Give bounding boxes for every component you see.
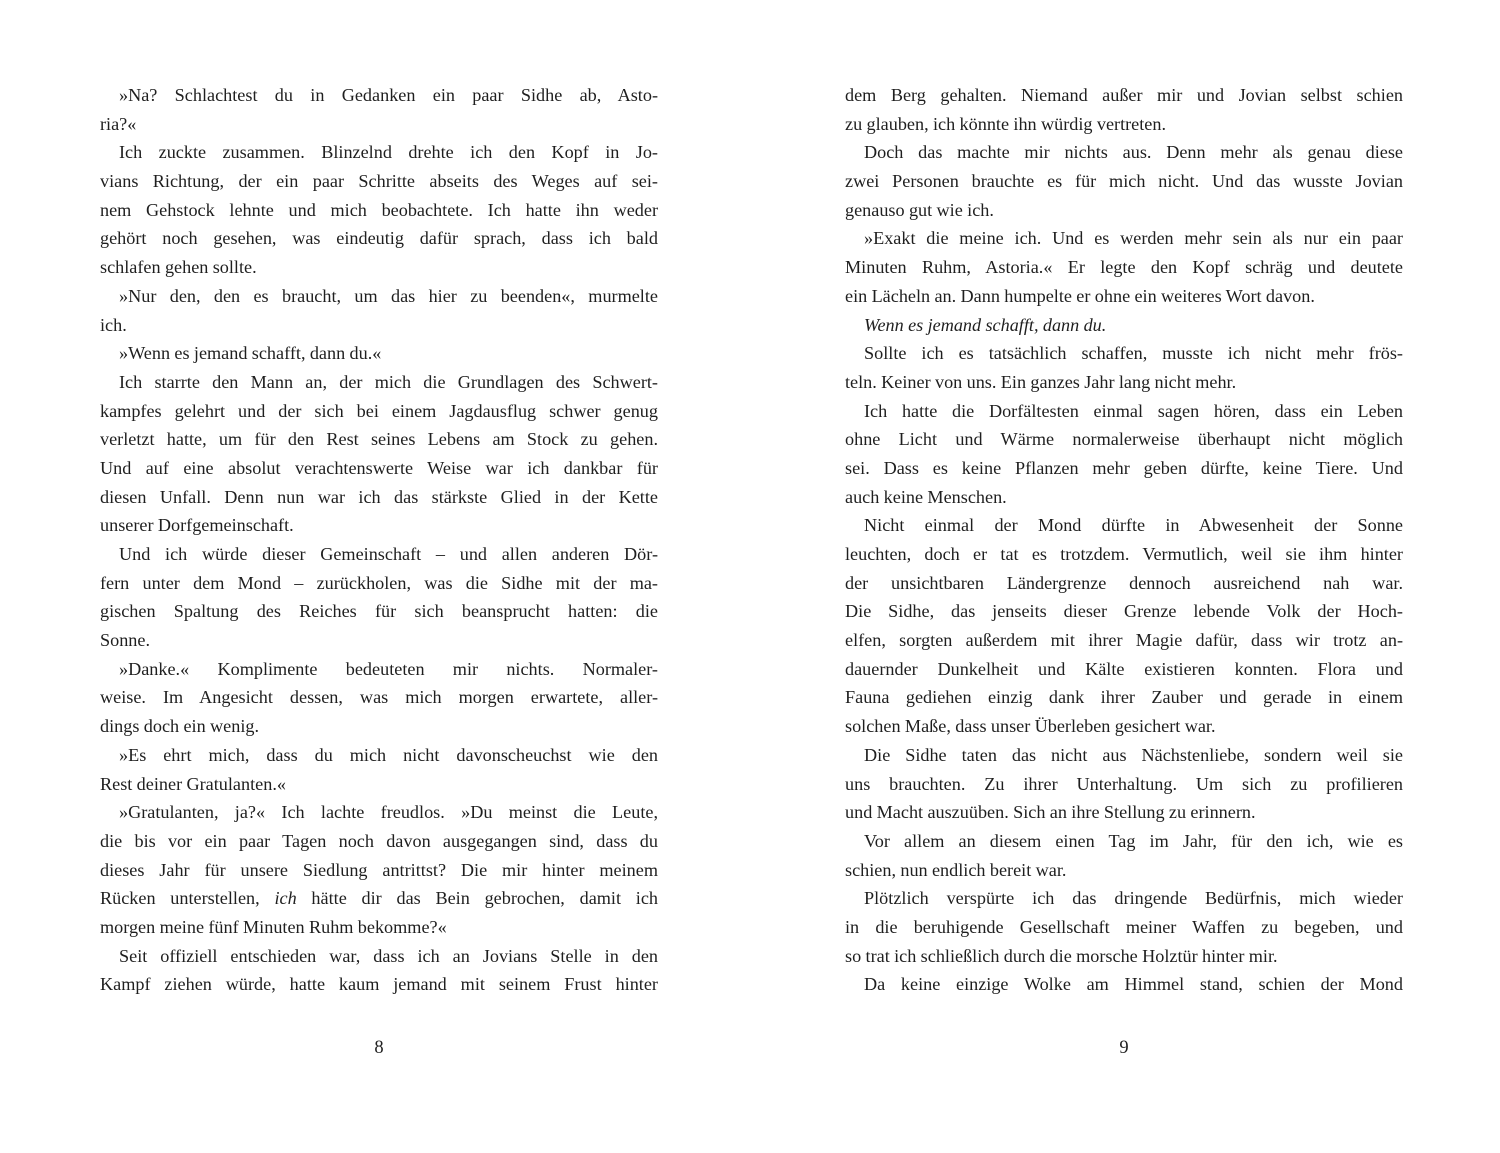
text-segment: Ich hatte die Dorfältesten einmal sagen hören, dass ein Leben bbox=[864, 400, 1403, 421]
text-segment: ein Lächeln an. Dann humpelte er ohne ein weiteres Wort davon. bbox=[845, 285, 1315, 306]
text-line bbox=[100, 942, 658, 971]
text-line bbox=[100, 683, 658, 712]
text-line bbox=[100, 597, 658, 626]
text-line bbox=[845, 196, 1403, 225]
text-line bbox=[845, 282, 1403, 311]
text-segment: weise. Im Angesicht dessen, was mich morgen erwartete, aller- bbox=[100, 687, 658, 708]
text-segment: Kampf ziehen würde, hatte kaum jemand mit seinem Frust hinter bbox=[100, 974, 658, 995]
text-line bbox=[845, 425, 1403, 454]
text-line bbox=[845, 454, 1403, 483]
text-segment: Die Sidhe, das jenseits dieser Grenze lebende Volk der Hoch- bbox=[845, 601, 1403, 622]
text-segment: diesen Unfall. Denn nun war ich das stärkste Glied in der Kette bbox=[100, 486, 658, 507]
right-page-number: 9 bbox=[1119, 1038, 1129, 1058]
text-segment: und Macht auszuüben. Sich an ihre Stellung zu erinnern. bbox=[845, 802, 1256, 823]
text-segment: Und auf eine absolut verachtenswerte Weise war ich dankbar für bbox=[100, 457, 658, 478]
text-segment: ria?« bbox=[100, 113, 137, 134]
text-segment: Seit offiziell entschieden war, dass ich an Jovians Stelle in den bbox=[119, 945, 658, 966]
text-segment: so trat ich schließlich durch die morsche Holztür hinter mir. bbox=[845, 945, 1278, 966]
text-line bbox=[100, 798, 658, 827]
text-line bbox=[100, 913, 658, 942]
text-segment: »Na? Schlachtest du in Gedanken ein paar Sidhe ab, Asto- bbox=[119, 85, 658, 105]
text-line bbox=[845, 913, 1403, 942]
text-segment: »Nur den, den es braucht, um das hier zu beenden«, murmelte bbox=[119, 285, 658, 306]
text-segment: Da keine einzige Wolke am Himmel stand, schien der Mond bbox=[864, 974, 1403, 995]
text-segment: genauso gut wie ich. bbox=[845, 199, 994, 220]
left-page-text bbox=[100, 81, 658, 999]
italic-text: ich bbox=[274, 888, 297, 909]
text-segment: ich. bbox=[100, 314, 127, 335]
text-line bbox=[100, 397, 658, 426]
text-line bbox=[845, 856, 1403, 885]
text-line bbox=[845, 827, 1403, 856]
text-line bbox=[845, 81, 1403, 110]
text-line bbox=[100, 712, 658, 741]
text-segment: Fauna gediehen einzig dank ihrer Zauber und gerade in einem bbox=[845, 687, 1403, 708]
text-line bbox=[100, 138, 658, 167]
text-segment: Doch das machte mir nichts aus. Denn mehr als genau diese bbox=[864, 142, 1403, 163]
right-page-text bbox=[845, 81, 1403, 999]
text-line bbox=[845, 138, 1403, 167]
italic-text: Wenn es jemand schafft, dann du. bbox=[864, 314, 1107, 335]
text-line bbox=[845, 942, 1403, 971]
text-segment: schlafen gehen sollte. bbox=[100, 257, 257, 278]
text-segment: »Danke.« Komplimente bedeuteten mir nichts. Normaler- bbox=[119, 658, 658, 679]
text-segment: Rest deiner Gratulanten.« bbox=[100, 773, 286, 794]
text-segment: teln. Keiner von uns. Ein ganzes Jahr lang nicht mehr. bbox=[845, 371, 1237, 392]
text-segment: Minuten Ruhm, Astoria.« Er legte den Kopf schräg und deutete bbox=[845, 257, 1403, 278]
text-segment: Und ich würde dieser Gemeinschaft – und allen anderen Dör- bbox=[119, 544, 658, 564]
text-line bbox=[100, 454, 658, 483]
text-segment: Die Sidhe taten das nicht aus Nächstenliebe, sondern weil sie bbox=[864, 744, 1403, 765]
text-segment: schien, nun endlich bereit war. bbox=[845, 859, 1067, 880]
text-segment: elfen, sorgten außerdem mit ihrer Magie dafür, dass wir trotz an- bbox=[845, 630, 1403, 651]
text-line bbox=[100, 569, 658, 598]
text-segment: kampfes gelehrt und der sich bei einem Jagdausflug schwer genug bbox=[100, 400, 658, 421]
text-line bbox=[845, 597, 1403, 626]
text-line bbox=[100, 81, 658, 110]
text-segment: dieses Jahr für unsere Siedlung antrittst? Die mir hinter meinem bbox=[100, 859, 658, 880]
text-line bbox=[845, 770, 1403, 799]
text-segment: sei. Dass es keine Pflanzen mehr geben dürfte, keine Tiere. Und bbox=[845, 457, 1403, 478]
text-line bbox=[100, 339, 658, 368]
text-line bbox=[100, 167, 658, 196]
text-segment: »Es ehrt mich, dass du mich nicht davonscheuchst wie den bbox=[119, 744, 658, 765]
text-segment: dauernder Dunkelheit und Kälte existieren konnten. Flora und bbox=[845, 658, 1403, 679]
text-line bbox=[100, 970, 658, 999]
text-line bbox=[845, 626, 1403, 655]
text-segment: zu glauben, ich könnte ihn würdig vertreten. bbox=[845, 113, 1167, 134]
left-page-number: 8 bbox=[374, 1038, 384, 1058]
text-line bbox=[100, 483, 658, 512]
text-line bbox=[845, 540, 1403, 569]
text-segment: morgen meine fünf Minuten Ruhm bekomme?« bbox=[100, 916, 447, 937]
text-segment: Vor allem an diesem einen Tag im Jahr, für den ich, wie es bbox=[864, 830, 1403, 851]
text-segment: nem Gehstock lehnte und mich beobachtete. Ich hatte ihn weder bbox=[100, 199, 658, 220]
text-segment: uns brauchten. Zu ihrer Unterhaltung. Um sich zu profilieren bbox=[845, 773, 1403, 794]
text-segment: Rücken unterstellen, bbox=[100, 888, 275, 909]
text-line bbox=[845, 712, 1403, 741]
text-line bbox=[845, 798, 1403, 827]
text-segment: hätte dir das Bein gebrochen, damit ich bbox=[296, 888, 658, 909]
text-line bbox=[100, 253, 658, 282]
text-segment: leuchten, doch er tat es trotzdem. Vermutlich, weil sie ihm hinter bbox=[845, 544, 1403, 564]
text-segment: fern unter dem Mond – zurückholen, was die Sidhe mit der ma- bbox=[100, 572, 658, 593]
text-segment: »Exakt die meine ich. Und es werden mehr sein als nur ein paar bbox=[864, 228, 1403, 249]
text-line bbox=[845, 397, 1403, 426]
text-line bbox=[845, 339, 1403, 368]
text-line bbox=[845, 483, 1403, 512]
text-segment: dings doch ein wenig. bbox=[100, 716, 260, 737]
text-segment: der unsichtbaren Ländergrenze dennoch ausreichend nah war. bbox=[845, 572, 1403, 593]
text-segment: zwei Personen brauchte es für mich nicht. Und das wusste Jovian bbox=[845, 171, 1403, 192]
text-segment: in die beruhigende Gesellschaft meiner Waffen zu begeben, und bbox=[845, 916, 1403, 937]
text-segment: »Gratulanten, ja?« Ich lachte freudlos. »Du meinst die Leute, bbox=[119, 802, 658, 823]
text-segment: Plötzlich verspürte ich das dringende Bedürfnis, mich wieder bbox=[864, 888, 1403, 909]
text-line bbox=[100, 856, 658, 885]
text-segment: solchen Maße, dass unser Überleben gesichert war. bbox=[845, 716, 1216, 737]
text-line bbox=[845, 683, 1403, 712]
text-line bbox=[845, 511, 1403, 540]
text-segment: vians Richtung, der ein paar Schritte abseits des Weges auf sei- bbox=[100, 171, 658, 192]
text-segment: Nicht einmal der Mond dürfte in Abwesenheit der Sonne bbox=[864, 515, 1403, 536]
text-segment: Ich starrte den Mann an, der mich die Grundlagen des Schwert- bbox=[119, 371, 658, 392]
text-segment: gischen Spaltung des Reiches für sich beansprucht hatten: die bbox=[100, 601, 658, 622]
text-line bbox=[100, 196, 658, 225]
text-line bbox=[845, 655, 1403, 684]
text-line bbox=[100, 655, 658, 684]
text-segment: Sonne. bbox=[100, 630, 151, 651]
text-segment: gehört noch gesehen, was eindeutig dafür sprach, dass ich bald bbox=[100, 228, 658, 249]
text-segment: die bis vor ein paar Tagen noch davon ausgegangen sind, dass du bbox=[100, 830, 658, 851]
text-segment: unserer Dorfgemeinschaft. bbox=[100, 515, 294, 536]
text-segment: auch keine Menschen. bbox=[845, 486, 1007, 507]
text-line bbox=[845, 970, 1403, 999]
text-line bbox=[845, 253, 1403, 282]
text-line bbox=[845, 741, 1403, 770]
text-segment: Sollte ich es tatsächlich schaffen, musste ich nicht mehr frös- bbox=[864, 343, 1403, 364]
text-line bbox=[100, 511, 658, 540]
text-line bbox=[845, 311, 1403, 340]
text-line bbox=[845, 167, 1403, 196]
text-line bbox=[100, 741, 658, 770]
text-segment: Ich zuckte zusammen. Blinzelnd drehte ich den Kopf in Jo- bbox=[119, 142, 658, 163]
text-line bbox=[845, 368, 1403, 397]
text-segment: »Wenn es jemand schafft, dann du.« bbox=[119, 343, 382, 364]
text-line bbox=[100, 827, 658, 856]
text-line bbox=[100, 425, 658, 454]
text-segment: ohne Licht und Wärme normalerweise überhaupt nicht möglich bbox=[845, 429, 1403, 450]
text-segment: dem Berg gehalten. Niemand außer mir und Jovian selbst schien bbox=[845, 85, 1403, 105]
text-line bbox=[845, 884, 1403, 913]
text-line bbox=[845, 224, 1403, 253]
text-segment: verletzt hatte, um für den Rest seines Lebens am Stock zu gehen. bbox=[100, 429, 658, 450]
text-line bbox=[845, 110, 1403, 139]
text-line bbox=[100, 368, 658, 397]
text-line bbox=[100, 110, 658, 139]
text-line bbox=[845, 569, 1403, 598]
text-line bbox=[100, 626, 658, 655]
text-line bbox=[100, 540, 658, 569]
text-line bbox=[100, 224, 658, 253]
text-line bbox=[100, 311, 658, 340]
text-line bbox=[100, 770, 658, 799]
text-line bbox=[100, 282, 658, 311]
text-line bbox=[100, 884, 658, 913]
